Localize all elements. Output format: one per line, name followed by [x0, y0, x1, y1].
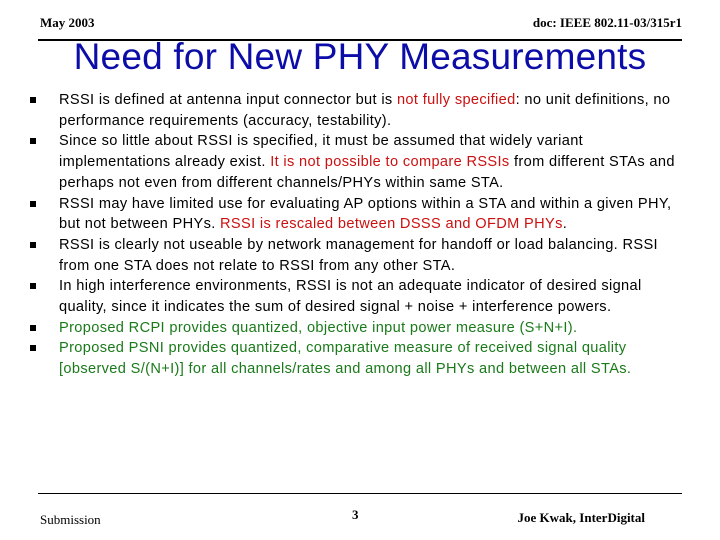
- footer-author: Joe Kwak, InterDigital: [517, 510, 645, 525]
- bullet-highlight-red: not fully specified: [396, 92, 516, 108]
- bullet-text: RSSI may have limited use for evaluating AP options within a STA and within a given PHY, but not between PHYs.: [59, 195, 672, 233]
- bullet-highlight-red: RSSI is rescaled between DSSS and OFDM PHYs: [220, 216, 563, 233]
- bullet-marker: [30, 345, 36, 351]
- bullet-text: .: [562, 216, 568, 233]
- bullet-item: [28, 194, 688, 235]
- header-doc-id: doc: IEEE 802.11-03/315r1: [532, 15, 682, 30]
- bullet-item: [28, 131, 688, 193]
- bullet-item: [28, 276, 688, 317]
- bullet-text: RSSI is defined at antenna input connector but is: [59, 92, 397, 108]
- page-number: 3: [352, 507, 359, 522]
- bullet-text: : no unit definitions, no performance requirements (accuracy, testability).: [59, 92, 671, 129]
- bullet-highlight-red: It is not possible to compare RSSIs: [270, 154, 510, 171]
- bullet-marker: [30, 138, 36, 144]
- bullet-marker: [30, 242, 36, 248]
- slide-title: Need for New PHY Measurements: [73, 36, 647, 77]
- bullet-text-green: Proposed PSNI provides quantized, comparative measure of received signal quality [observed S/(N+I)] for all channels/rates and among all PHYs and between all STAs.: [59, 340, 632, 378]
- footer-divider: [38, 493, 682, 494]
- bullet-text-green: Proposed RCPI provides quantized, objective input power measure (S+N+I).: [59, 319, 578, 336]
- bullet-list: [28, 90, 688, 380]
- bullet-item: [28, 235, 688, 276]
- bullet-marker: [30, 97, 36, 103]
- bullet-item: [28, 90, 688, 131]
- footer-submission: Submission: [40, 512, 101, 527]
- bullet-text: from different STAs and perhaps not even from different channels/PHYs within same STA.: [59, 154, 675, 191]
- bullet-item: [28, 338, 688, 379]
- bullet-marker: [30, 325, 36, 331]
- bullet-item: [28, 318, 688, 339]
- bullet-marker: [30, 201, 36, 207]
- bullet-marker: [30, 283, 36, 289]
- bullet-text: Since so little about RSSI is specified, it must be assumed that widely variant implementations already exist.: [59, 133, 584, 171]
- header-date: May 2003: [40, 15, 95, 30]
- bullet-text: In high interference environments, RSSI is not an adequate indicator of desired signal quality, since it indicates the sum of desired signal + noise + interference powers.: [59, 278, 642, 316]
- bullet-text: RSSI is clearly not useable by network management for handoff or load balancing. RSSI from one STA does not relate to RSSI from any other STA.: [59, 236, 658, 274]
